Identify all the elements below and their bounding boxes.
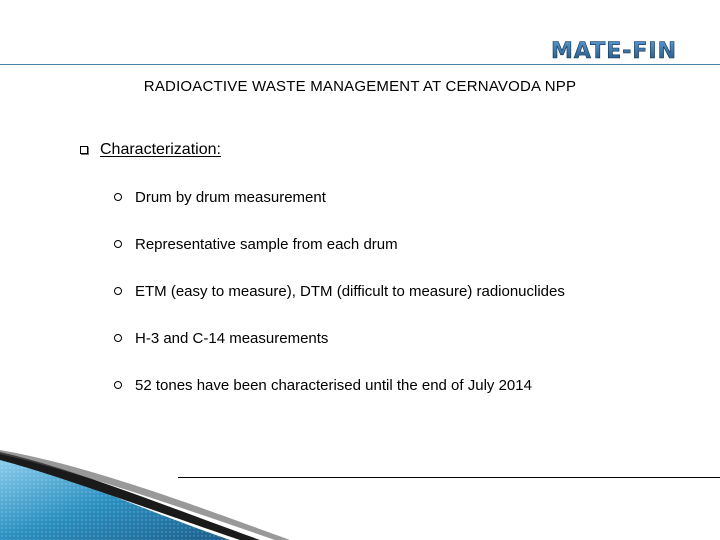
square-bullet-icon bbox=[80, 146, 88, 154]
matefin-logo bbox=[538, 38, 690, 62]
circle-bullet-icon bbox=[114, 381, 122, 389]
list-item bbox=[114, 188, 565, 206]
list-item-text: ETM (easy to measure), DTM (difficult to measure) radionuclides bbox=[135, 282, 565, 300]
list-item-text: H-3 and C-14 measurements bbox=[135, 329, 329, 347]
list-item bbox=[114, 282, 565, 300]
list-item-text: Representative sample from each drum bbox=[135, 235, 398, 253]
main-bullet bbox=[80, 141, 221, 159]
list-item-text: 52 tones have been characterised until the end of July 2014 bbox=[135, 376, 532, 394]
header-rule bbox=[0, 64, 720, 65]
circle-bullet-icon bbox=[114, 193, 122, 201]
main-heading: Characterization: bbox=[100, 141, 221, 158]
list-item bbox=[114, 329, 565, 347]
slide-title: RADIOACTIVE WASTE MANAGEMENT AT CERNAVODA NPP bbox=[143, 78, 577, 95]
list-item bbox=[114, 235, 565, 253]
footer-rule bbox=[178, 477, 720, 478]
list-item bbox=[114, 376, 565, 394]
footer-swoosh-decoration bbox=[0, 450, 300, 540]
list-item-text: Drum by drum measurement bbox=[135, 188, 326, 206]
logo-text: MATE-FIN bbox=[550, 39, 678, 62]
circle-bullet-icon bbox=[114, 240, 122, 248]
circle-bullet-icon bbox=[114, 287, 122, 295]
circle-bullet-icon bbox=[114, 334, 122, 342]
sub-bullet-list bbox=[114, 188, 565, 423]
